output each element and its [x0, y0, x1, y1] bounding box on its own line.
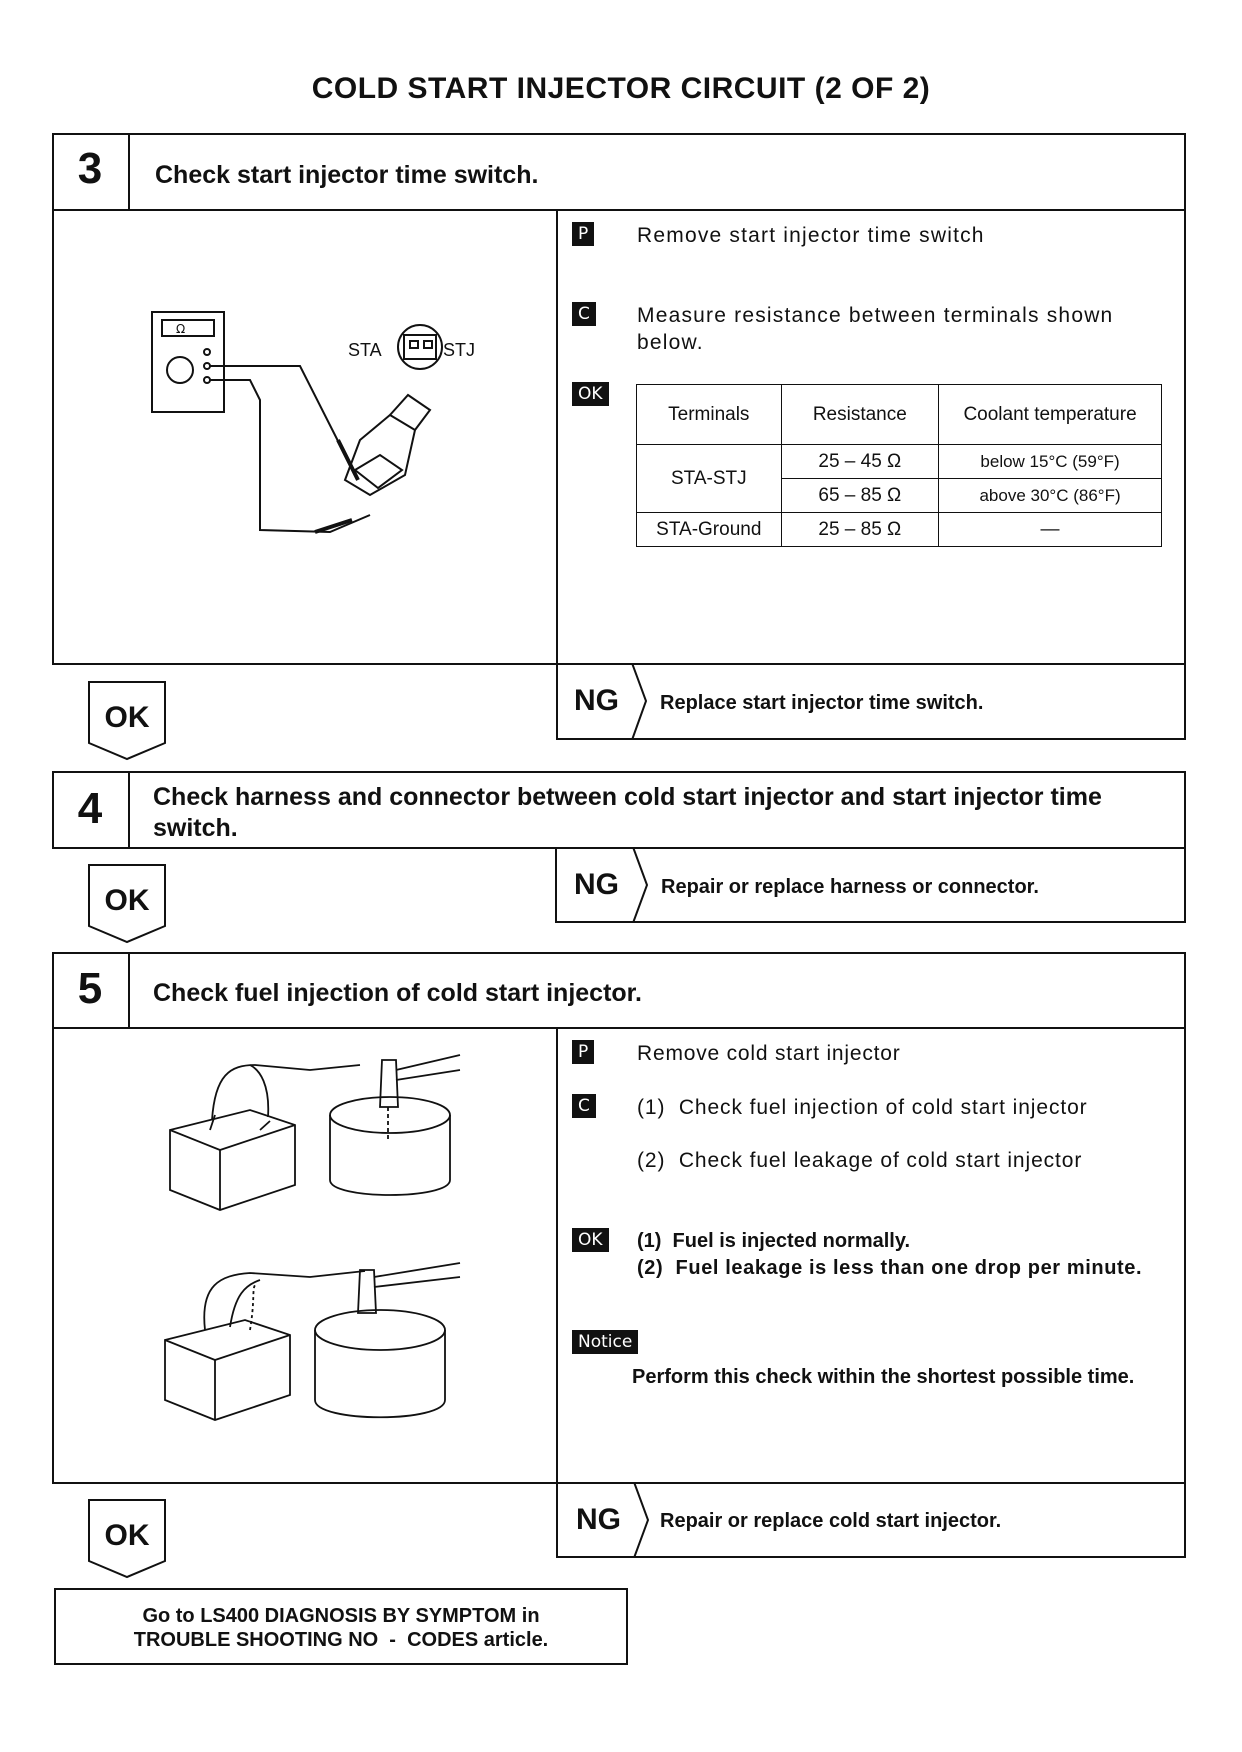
- table-cell: 25 – 85 Ω: [781, 513, 939, 547]
- ok-results-row: [572, 1228, 1172, 1279]
- goto-line: Go to LS400 DIAGNOSIS BY SYMPTOM in: [142, 1605, 540, 1627]
- ok-label: OK: [104, 701, 150, 734]
- step-3-column-divider: [556, 209, 558, 665]
- procedure-text: Remove start injector time switch: [637, 224, 985, 247]
- ohm-symbol: Ω: [176, 322, 186, 336]
- page-title: COLD START INJECTOR CIRCUIT (2 OF 2): [311, 72, 931, 105]
- step-heading: Check start injector time switch.: [155, 161, 539, 189]
- step-5-header-divider: [52, 1027, 1186, 1029]
- table-cell: —: [939, 513, 1162, 547]
- check-tag: C: [572, 302, 596, 326]
- step-5-column-divider: [556, 1027, 558, 1484]
- ok-badge: [88, 681, 168, 761]
- check-tag: C: [572, 1094, 596, 1118]
- procedure-row: [572, 222, 1172, 246]
- notice-tag: Notice: [572, 1330, 638, 1354]
- step-heading: Check fuel injection of cold start injector.: [153, 979, 642, 1007]
- ng-chevron-icon: [632, 1482, 652, 1558]
- ok-result: (1) Fuel is injected normally.: [637, 1230, 911, 1252]
- step-3-header-divider: [52, 209, 1186, 211]
- step-3-number-divider: [128, 133, 130, 210]
- check-text: Measure resistance between terminals shown below.: [637, 304, 1114, 354]
- ohmmeter-diagram: [140, 300, 500, 560]
- table-cell: STA-Ground: [637, 513, 782, 547]
- ng-action: Replace start injector time switch.: [660, 692, 984, 714]
- check-item: (1) Check fuel injection of cold start injector: [637, 1096, 1088, 1119]
- ng-label: NG: [574, 684, 619, 717]
- injector-test-diagram: [160, 1045, 540, 1465]
- procedure-row: [572, 1040, 1172, 1064]
- ng-label: NG: [574, 868, 619, 901]
- goto-box: [54, 1588, 628, 1665]
- ok-label: OK: [104, 1519, 150, 1552]
- table-cell: 25 – 45 Ω: [781, 445, 939, 479]
- ok-tag-row: [572, 382, 609, 406]
- procedure-tag: P: [572, 222, 594, 246]
- terminal-label-sta: STA: [348, 340, 382, 360]
- ok-tag: OK: [572, 382, 609, 406]
- terminal-label-stj: STJ: [443, 340, 476, 360]
- table-cell: STA-STJ: [637, 445, 782, 513]
- step-number: 3: [77, 144, 103, 193]
- notice-row: [572, 1330, 1172, 1388]
- ng-action: Repair or replace harness or connector.: [661, 876, 1039, 898]
- ohmmeter-illustration: [140, 300, 500, 560]
- ng-label: NG: [576, 1503, 621, 1536]
- check-row: [572, 1094, 1172, 1172]
- ok-label: OK: [104, 884, 150, 917]
- step-4-number-divider: [128, 771, 130, 849]
- check-item: (2) Check fuel leakage of cold start injector: [637, 1149, 1083, 1172]
- table-header: Coolant temperature: [939, 385, 1162, 445]
- check-row: [572, 302, 1172, 354]
- goto-line: TROUBLE SHOOTING NO - CODES article.: [133, 1629, 549, 1651]
- ok-badge: [88, 864, 168, 944]
- ng-chevron-icon: [630, 663, 650, 740]
- step-number: 5: [77, 964, 103, 1013]
- ng-chevron-icon: [631, 847, 651, 923]
- table-cell: above 30°C (86°F): [939, 479, 1162, 513]
- table-cell: below 15°C (59°F): [939, 445, 1162, 479]
- ok-result: (2) Fuel leakage is less than one drop per minute.: [637, 1257, 1143, 1279]
- ok-badge: [88, 1499, 168, 1579]
- procedure-text: Remove cold start injector: [637, 1042, 901, 1065]
- table-header: Terminals: [637, 385, 782, 445]
- step-heading: Check harness and connector between cold start injector and start injector time switch.: [153, 783, 1102, 842]
- step-number: 4: [77, 784, 103, 833]
- ng-action: Repair or replace cold start injector.: [660, 1510, 1002, 1532]
- injector-test-illustration: [160, 1045, 540, 1465]
- procedure-tag: P: [572, 1040, 594, 1064]
- resistance-table: [636, 384, 1162, 547]
- ok-tag: OK: [572, 1228, 609, 1252]
- notice-text: Perform this check within the shortest possible time.: [632, 1366, 1135, 1388]
- table-cell: 65 – 85 Ω: [781, 479, 939, 513]
- step-5-number-divider: [128, 952, 130, 1028]
- table-header: Resistance: [781, 385, 939, 445]
